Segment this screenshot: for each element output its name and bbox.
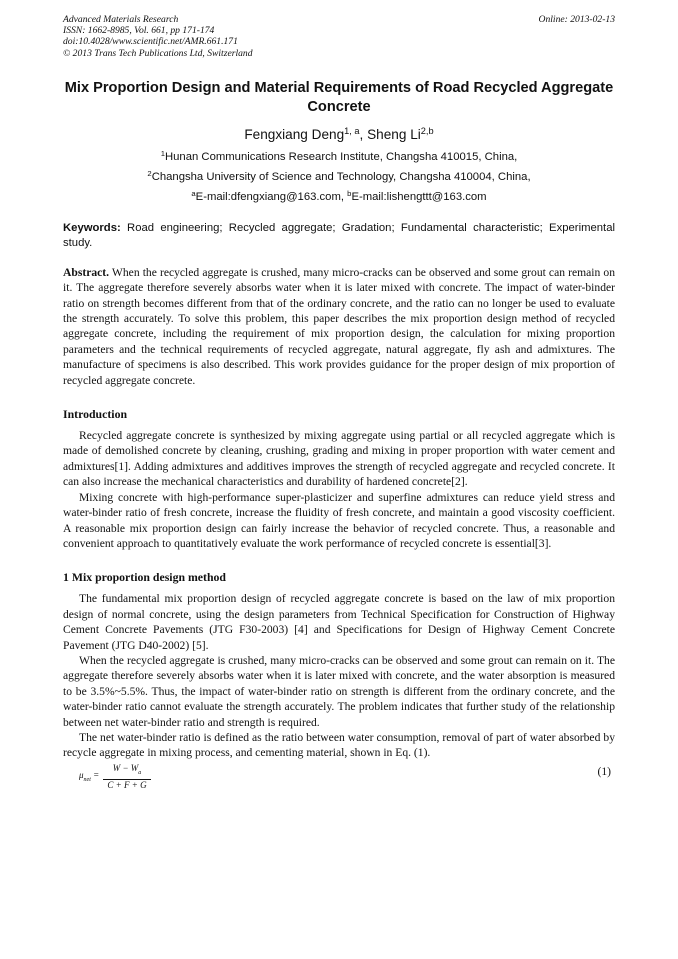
journal-name: Advanced Materials Research: [63, 14, 179, 25]
introduction-paragraph-1: Recycled aggregate concrete is synthesized by mixing aggregate using partial or all recycled aggregate which is made of demolished concrete by cleaning, crushing, grading and mixing in proper proportion with water cement and admixtures[1]. Adding admixtures and additives improves the strength of recycled aggregate and recycled concrete. It can also increase the mechanical characteristics and durability of hardened concrete[2].: [63, 429, 615, 489]
introduction-heading: Introduction: [63, 407, 128, 422]
equation-numerator-subscript: a: [138, 769, 142, 776]
online-date: Online: 2013-02-13: [538, 14, 615, 25]
email-line: [63, 190, 615, 205]
section-1-paragraph-3: The net water-binder ratio is defined as the ratio between water consumption, removal of part of water absorbed by recycle aggregate in mixing process, and cementing material, shown in Eq. (1).: [63, 730, 615, 760]
affiliation-1: [63, 150, 615, 165]
email-a-marker: a: [191, 188, 196, 198]
journal-header: [63, 14, 615, 59]
equation-denominator: C + F + G: [107, 779, 147, 790]
keywords-label: Keywords:: [63, 221, 121, 234]
author-2: Sheng Li: [367, 126, 421, 142]
equation-numerator-text: W − W: [112, 762, 139, 773]
affiliation-2-text: Changsha University of Science and Technology, Changsha 410004, China,: [151, 170, 531, 183]
affiliation-1-marker: 1: [160, 148, 165, 158]
equation-lhs-symbol: μ: [79, 769, 84, 780]
email-a[interactable]: E-mail:dfengxiang@163.com,: [195, 190, 348, 203]
author-separator: ,: [359, 126, 368, 142]
section-1-paragraph-1: The fundamental mix proportion design of recycled aggregate concrete is based on the law of mix proportion design of normal concrete, using the design parameters from Technical Specification for Construction of Highway Cement Concrete Pavements (JTG F30-2003) [4] and Specifications for Design of Highway Cement Concrete Pavement (JTG D40-2002) [5].: [63, 592, 615, 652]
email-b[interactable]: E-mail:lishengttt@163.com: [351, 190, 487, 203]
copyright-line: © 2013 Trans Tech Publications Ltd, Switzerland: [63, 47, 253, 59]
email-b-marker: b: [347, 188, 352, 198]
issn-line: ISSN: 1662-8985, Vol. 661, pp 171-174: [63, 25, 215, 37]
affiliation-2: [63, 170, 615, 185]
paper-page: [63, 14, 615, 789]
keywords: [63, 221, 615, 251]
equation-numerator: [103, 763, 151, 780]
equation-lhs: [79, 770, 99, 783]
abstract-label: Abstract.: [63, 265, 110, 279]
affiliation-1-text: Hunan Communications Research Institute, Changsha 410015, China,: [164, 150, 518, 163]
author-1: Fengxiang Deng: [244, 126, 345, 142]
author-1-affiliation: 1, a: [344, 125, 360, 136]
abstract: [63, 265, 615, 388]
doi-link[interactable]: doi:10.4028/www.scientific.net/AMR.661.171: [63, 36, 238, 48]
equation-equals: =: [90, 769, 100, 780]
author-2-affiliation: 2,b: [420, 125, 434, 136]
section-1-paragraph-2: When the recycled aggregate is crushed, many micro-cracks can be observed and some grout can remain on it. The aggregate therefore severely absorbs water when it is later mixed with concrete, and the water absorption is measured to be 3.5%~5.5%. Thus, the impact of water-binder ratio on strength is different from the ordinary concrete, and the water-binder ratio cannot evaluate the strength accurately. The problem indicates that further study of the relationship between net water-binder ratio and strength is required.: [63, 653, 615, 729]
equation-lhs-subscript: net: [83, 776, 91, 783]
section-1-heading: 1 Mix proportion design method: [63, 570, 226, 585]
affiliation-2-marker: 2: [147, 168, 152, 178]
abstract-text: When the recycled aggregate is crushed, many micro-cracks can be observed and some grout can remain on it. The aggregate therefore severely absorbs water when it is later mixed with concrete. The impact of water-binder ratio on strength becomes different from that of the ordinary concrete, and the ratio can no longer be used to evaluate the strength accurately. To solve this problem, this paper describes the mix proportion design method of recycled aggregate concrete, including the requirement of mix proportion design, the calculation for mixing proportion parameters and the technical requirements of recycled aggregate, natural aggregate, fly ash and admixtures. The manufacture of specimens is also described. This work provides guidance for the proper design of mix proportion of recycled aggregate concrete.: [63, 265, 615, 387]
equation-1: [63, 763, 615, 789]
equation-number: (1): [597, 764, 611, 778]
introduction-paragraph-2: Mixing concrete with high-performance super-plasticizer and superfine admixtures can reduce yield stress and water-binder ratio of fresh concrete, increase the fluidity of fresh concrete, and maintain a good viscosity coefficient. A reasonable mix proportion design can fairly increase the behavior of recycled concrete. Thus, a reasonable and convenient approach to quantitatively evaluate the work performance of recycled concrete is essential[3].: [63, 490, 615, 550]
keywords-text: Road engineering; Recycled aggregate; Gradation; Fundamental characteristic; Experimental study.: [63, 221, 615, 249]
equation-fraction: [103, 763, 151, 791]
paper-title: Mix Proportion Design and Material Requirements of Road Recycled Aggregate Concrete: [64, 79, 614, 115]
author-line: [63, 126, 615, 144]
